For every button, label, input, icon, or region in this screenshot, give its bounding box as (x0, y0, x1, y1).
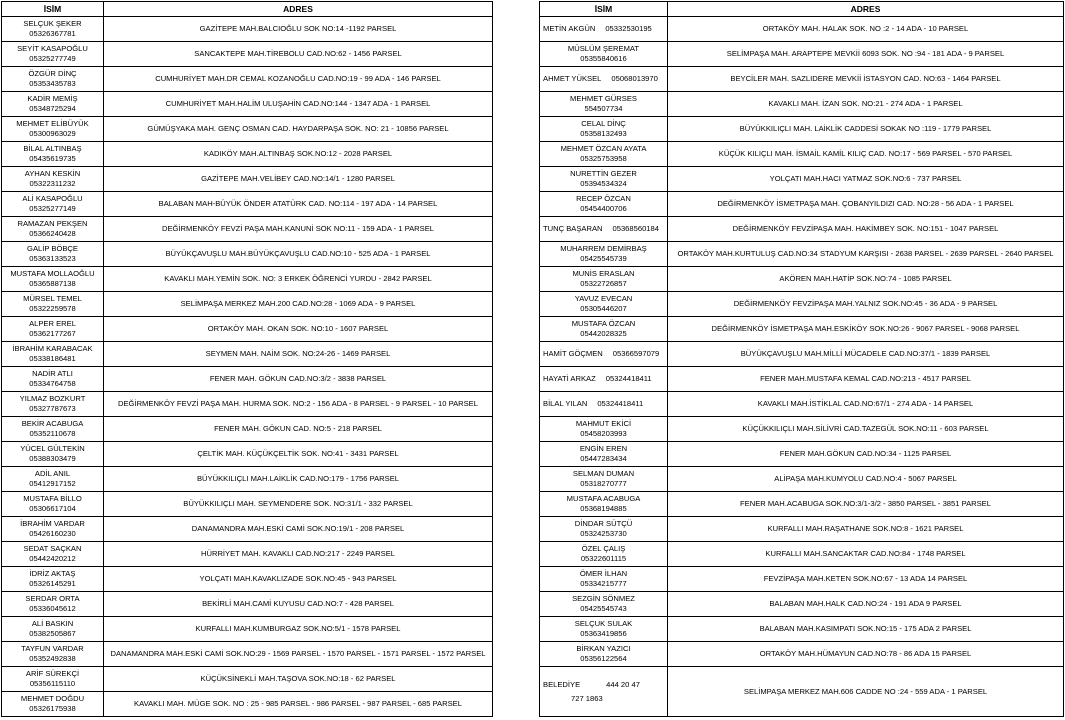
contact-cell (2, 617, 104, 642)
phone-number: 05326367781 (29, 29, 76, 38)
contact-cell (2, 142, 104, 167)
address-cell: FENER MAH.ACABUGA SOK.NO:3/1-3/2 - 3850 PARSEL - 3851 PARSEL (668, 492, 1064, 517)
person-name: SEZGİN SÖNMEZ (572, 594, 635, 603)
address-cell: SANCAKTEPE MAH.TİREBOLU CAD.NO:62 - 1456 PARSEL (104, 42, 493, 67)
person-name: İBRAHİM VARDAR (20, 519, 85, 528)
contact-cell (540, 592, 668, 617)
table-row (540, 317, 1064, 342)
phone-number: 05382505867 (29, 629, 76, 638)
table-row (540, 442, 1064, 467)
name-column-header: İSİM (2, 2, 104, 17)
contact-cell (540, 392, 668, 417)
phone-number: 05334215777 (580, 579, 627, 588)
address-cell: FENER MAH.MUSTAFA KEMAL CAD.NO:213 - 4517 PARSEL (668, 367, 1064, 392)
address-cell: DANAMANDRA MAH.ESKİ CAMİ SOK.NO:19/1 - 208 PARSEL (104, 517, 493, 542)
address-cell: DEĞİRMENKÖY İSMETPAŞA MAH.ESKİKÖY SOK.NO:26 - 9067 PARSEL - 9068 PARSEL (668, 317, 1064, 342)
person-name: MAHMUT EKİCİ (575, 419, 632, 428)
phone-number: 05322601115 (580, 554, 627, 563)
address-cell: KAVAKLI MAH. İZAN SOK. NO:21 - 274 ADA - 1 PARSEL (668, 92, 1064, 117)
contact-cell (2, 392, 104, 417)
contact-cell (2, 192, 104, 217)
table-row (540, 42, 1064, 67)
phone-number: 05353435783 (29, 79, 76, 88)
table-row (2, 542, 493, 567)
phone-number: 05447283434 (580, 454, 627, 463)
person-name: YÜCEL GÜLTEKİN (20, 444, 85, 453)
address-cell: KURFALLI MAH.RAŞATHANE SOK.NO:8 - 1621 PARSEL (668, 517, 1064, 542)
phone-number: 554507734 (584, 104, 623, 113)
belediye-line (543, 680, 665, 690)
phone-number: 05356115110 (29, 679, 76, 688)
person-name: MEHMET ELİBÜYÜK (16, 119, 89, 128)
phone-number: 05458203993 (580, 429, 627, 438)
address-cell: FENER MAH. GÖKUN CAD.NO:3/2 - 3838 PARSEL (104, 367, 493, 392)
phone-number: 05363419856 (580, 629, 627, 638)
phone-number: 05338186481 (29, 354, 76, 363)
person-name: ENGİN EREN (579, 444, 628, 453)
table-row (2, 317, 493, 342)
address-cell: ORTAKÖY MAH. HALAK SOK. NO :2 - 14 ADA - 10 PARSEL (668, 17, 1064, 42)
contact-cell (540, 442, 668, 467)
address-cell: KADIKÖY MAH.ALTINBAŞ SOK.NO:12 - 2028 PARSEL (104, 142, 493, 167)
person-name: BİLAL ALTINBAŞ (23, 144, 82, 153)
person-name: ADİL ANIL (34, 469, 71, 478)
table-row (2, 42, 493, 67)
address-cell: KÜÇÜK KILIÇLI MAH. İSMAİL KAMİL KILIÇ CAD. NO:17 - 569 PARSEL - 570 PARSEL (668, 142, 1064, 167)
table-row (2, 567, 493, 592)
table-row (2, 167, 493, 192)
address-cell: KURFALLI MAH.KUMBURGAZ SOK.NO:5/1 - 1578 PARSEL (104, 617, 493, 642)
phone-number: 05322259578 (29, 304, 76, 313)
person-name: TAYFUN VARDAR (21, 644, 84, 653)
address-cell: BEKİRLİ MAH.CAMİ KUYUSU CAD.NO:7 - 428 PARSEL (104, 592, 493, 617)
person-name: METİN AKGÜN (543, 24, 596, 33)
phone-number: 05336045612 (29, 604, 76, 613)
table-row (2, 292, 493, 317)
person-name: SELMAN DUMAN (572, 469, 635, 478)
contact-cell (2, 17, 104, 42)
contact-cell (540, 642, 668, 667)
table-row (2, 492, 493, 517)
contact-cell (2, 342, 104, 367)
phone-number: 05318270777 (580, 479, 627, 488)
person-name: MEHMET GÜRSES (570, 94, 637, 103)
address-cell: FEVZİPAŞA MAH.KETEN SOK.NO:67 - 13 ADA 14 PARSEL (668, 567, 1064, 592)
phone-number: 05454400706 (580, 204, 627, 213)
table-header-row (2, 2, 493, 17)
contact-cell (2, 242, 104, 267)
table-row (2, 192, 493, 217)
address-cell: GAZİTEPE MAH.BALCIOĞLU SOK NO:14 -1192 PARSEL (104, 17, 493, 42)
name-column-header: İSİM (540, 2, 668, 17)
contact-cell (540, 667, 668, 717)
contact-cell (540, 467, 668, 492)
table-row (540, 567, 1064, 592)
address-cell: BÜYÜKKILIÇLI MAH. SEYMENDERE SOK. NO:31/1 - 332 PARSEL (104, 492, 493, 517)
phone-number: 05300963029 (29, 129, 76, 138)
table-row (2, 392, 493, 417)
table-row (540, 392, 1064, 417)
person-name: MUNİS ERASLAN (572, 269, 635, 278)
table-row (540, 592, 1064, 617)
person-name: MEHMET ÖZCAN AYATA (560, 144, 647, 153)
table-row (2, 342, 493, 367)
table-row (540, 342, 1064, 367)
phone-number: 05366240428 (29, 229, 76, 238)
phone-number: 05305446207 (580, 304, 627, 313)
address-cell: SELİMPAŞA MERKEZ MAH.200 CAD.NO:28 - 1069 ADA - 9 PARSEL (104, 292, 493, 317)
address-cell: KAVAKLI MAH. MÜGE SOK. NO : 25 - 985 PARSEL - 986 PARSEL - 987 PARSEL - 685 PARSEL (104, 692, 493, 717)
phone-number: 05332530195 (605, 24, 652, 33)
contact-cell (540, 292, 668, 317)
address-column-header: ADRES (104, 2, 493, 17)
phone-number: 05352110678 (29, 429, 76, 438)
phone-number: 05306617104 (29, 504, 76, 513)
person-name: HAMİT GÖÇMEN (543, 349, 603, 358)
person-name: MUHARREM DEMİRBAŞ (560, 244, 647, 253)
contact-cell (2, 67, 104, 92)
contact-cell (540, 217, 668, 242)
table-row (2, 17, 493, 42)
table-row (2, 617, 493, 642)
table-row (2, 517, 493, 542)
table-row (2, 217, 493, 242)
address-cell: AKÖREN MAH.HATİP SOK.NO:74 - 1085 PARSEL (668, 267, 1064, 292)
contact-cell (2, 692, 104, 717)
person-name: BİRKAN YAZICI (576, 644, 631, 653)
table-row (2, 642, 493, 667)
address-cell: ORTAKÖY MAH.KURTULUŞ CAD.NO:34 STADYUM KARŞISI - 2638 PARSEL - 2639 PARSEL - 2640 PARSEL (668, 242, 1064, 267)
address-cell: DEĞİRMENKÖY FEVZİPAŞA MAH.YALNIZ SOK.NO:45 - 36 ADA - 9 PARSEL (668, 292, 1064, 317)
contact-cell (540, 242, 668, 267)
address-cell: KAVAKLI MAH.YEMİN SOK. NO: 3 ERKEK ÖĞRENCİ YURDU - 2842 PARSEL (104, 267, 493, 292)
contact-cell (2, 317, 104, 342)
phone-number: 05368194885 (580, 504, 627, 513)
contact-cell (540, 492, 668, 517)
phone-number: 444 20 47 (606, 679, 640, 689)
person-name: ÖZGÜR DİNÇ (28, 69, 77, 78)
phone-number: 05327787673 (29, 404, 76, 413)
person-name: BEKİR ACABUGA (21, 419, 84, 428)
address-cell: KÜÇÜKSİNEKLİ MAH.TAŞOVA SOK.NO:18 - 62 PARSEL (104, 667, 493, 692)
person-name: MEHMET DOĞDU (20, 694, 85, 703)
phone-number: 05366597079 (612, 349, 660, 358)
table-row (540, 167, 1064, 192)
contact-cell (2, 42, 104, 67)
address-cell: SEYMEN MAH. NAİM SOK. NO:24-26 - 1469 PARSEL (104, 342, 493, 367)
person-name: ALİ BASKIN (31, 619, 74, 628)
person-name: TUNÇ BAŞARAN (543, 224, 603, 233)
contact-cell (2, 117, 104, 142)
person-name: ALİ KASAPOĞLU (22, 194, 83, 203)
phone-number: 05358132493 (580, 129, 627, 138)
table-row (540, 517, 1064, 542)
address-cell: ORTAKÖY MAH.HÜMAYUN CAD.NO:78 - 86 ADA 15 PARSEL (668, 642, 1064, 667)
contact-cell (2, 667, 104, 692)
person-name: BELEDİYE (543, 679, 581, 689)
table-row (540, 367, 1064, 392)
left-table-body (2, 17, 493, 717)
person-name: SERDAR ORTA (25, 594, 80, 603)
table-row (540, 142, 1064, 167)
table-row (540, 117, 1064, 142)
contact-cell (2, 642, 104, 667)
left-address-table (1, 1, 493, 717)
contact-cell (2, 367, 104, 392)
table-row (540, 642, 1064, 667)
contact-cell (540, 167, 668, 192)
phone-number: 05068013970 (611, 74, 658, 83)
contact-cell (2, 167, 104, 192)
phone-number: 05325277149 (29, 204, 76, 213)
address-cell: DANAMANDRA MAH.ESKİ CAMİ SOK.NO:29 - 1569 PARSEL - 1570 PARSEL - 1571 PARSEL - 1572 PARSEL (104, 642, 493, 667)
table-row (2, 417, 493, 442)
phone-number: 05322311232 (29, 179, 76, 188)
address-cell: BEYCİLER MAH. SAZLIDERE MEVKİİ İSTASYON CAD. NO:63 - 1464 PARSEL (668, 67, 1064, 92)
contact-cell (540, 617, 668, 642)
table-row (2, 592, 493, 617)
address-cell: FENER MAH.GÖKUN CAD.NO:34 - 1125 PARSEL (668, 442, 1064, 467)
contact-cell (540, 517, 668, 542)
contact-cell (2, 442, 104, 467)
person-name: AHMET YÜKSEL (543, 74, 602, 83)
table-row (540, 417, 1064, 442)
address-cell: GAZİTEPE MAH.VELİBEY CAD.NO:14/1 - 1280 PARSEL (104, 167, 493, 192)
table-row (540, 92, 1064, 117)
table-row (540, 217, 1064, 242)
address-cell: BÜYÜKKILIÇLI MAH. LAİKLİK CADDESİ SOKAK NO :119 - 1779 PARSEL (668, 117, 1064, 142)
phone-number-secondary: 727 1863 (571, 693, 603, 703)
address-cell: DEĞİRMENKÖY İSMETPAŞA MAH. ÇOBANYILDIZI CAD. NO:28 - 56 ADA - 1 PARSEL (668, 192, 1064, 217)
phone-number: 05363133523 (29, 254, 76, 263)
address-cell: SELİMPAŞA MERKEZ MAH.606 CADDE NO :24 - 559 ADA - 1 PARSEL (668, 667, 1064, 717)
person-name: İBRAHİM KARABACAK (12, 344, 93, 353)
table-row (2, 442, 493, 467)
address-cell: CUMHURİYET MAH.DR CEMAL KOZANOĞLU CAD.NO:19 - 99 ADA - 146 PARSEL (104, 67, 493, 92)
table-header-row (540, 2, 1064, 17)
phone-number: 05355840616 (580, 54, 627, 63)
address-cell: ALİPAŞA MAH.KUMYOLU CAD.NO:4 - 5067 PARSEL (668, 467, 1064, 492)
person-name: CELAL DİNÇ (581, 119, 626, 128)
phone-number: 05368560184 (612, 224, 659, 233)
phone-number: 05425545739 (580, 254, 627, 263)
contact-cell (540, 567, 668, 592)
person-name: GALİP BÖBÇE (27, 244, 78, 253)
contact-cell (2, 92, 104, 117)
person-name: AYHAN KESKİN (24, 169, 81, 178)
table-row (540, 467, 1064, 492)
phone-number: 05324418411 (605, 374, 652, 383)
phone-number: 05442028325 (580, 329, 627, 338)
table-row (540, 267, 1064, 292)
address-cell: BALABAN MAH.KASIMPATI SOK.NO:15 - 175 ADA 2 PARSEL (668, 617, 1064, 642)
address-cell: CUMHURİYET MAH.HALİM ULUŞAHİN CAD.NO:144 - 1347 ADA - 1 PARSEL (104, 92, 493, 117)
table-row (540, 17, 1064, 42)
contact-cell (2, 517, 104, 542)
table-row (2, 367, 493, 392)
phone-number: 05326145291 (29, 579, 76, 588)
person-name: SELÇUK SULAK (574, 619, 633, 628)
address-cell: ORTAKÖY MAH. OKAN SOK. NO:10 - 1607 PARSEL (104, 317, 493, 342)
person-name: MUSTAFA ACABUGA (566, 494, 641, 503)
address-cell: KURFALLI MAH.SANCAKTAR CAD.NO:84 - 1748 PARSEL (668, 542, 1064, 567)
phone-number: 05426160230 (29, 529, 76, 538)
contact-cell (2, 567, 104, 592)
right-address-table (539, 1, 1064, 717)
contact-cell (540, 92, 668, 117)
contact-cell (540, 542, 668, 567)
contact-cell (2, 267, 104, 292)
contact-cell (540, 17, 668, 42)
person-name: ARİF SÜREKÇİ (25, 669, 80, 678)
contact-cell (2, 217, 104, 242)
address-cell: BALABAN MAH.HALK CAD.NO:24 - 191 ADA 9 PARSEL (668, 592, 1064, 617)
contact-cell (540, 317, 668, 342)
phone-number: 05365887138 (29, 279, 76, 288)
contact-cell (540, 117, 668, 142)
contact-cell (540, 192, 668, 217)
person-name: RAMAZAN PEKŞEN (17, 219, 88, 228)
table-row (2, 667, 493, 692)
contact-cell (540, 367, 668, 392)
table-row (540, 292, 1064, 317)
person-name: SEYİT KASAPOĞLU (17, 44, 88, 53)
person-name: RECEP ÖZCAN (576, 194, 631, 203)
phone-number: 05425545743 (580, 604, 627, 613)
address-cell: DEĞİRMENKÖY FEVZİ PAŞA MAH.KANUNİ SOK NO:11 - 159 ADA - 1 PARSEL (104, 217, 493, 242)
contact-cell (540, 342, 668, 367)
phone-number: 05356122564 (580, 654, 627, 663)
table-row (2, 117, 493, 142)
table-row (2, 142, 493, 167)
person-name: SEDAT SAÇKAN (23, 544, 82, 553)
phone-number: 05435619735 (29, 154, 76, 163)
contact-cell (2, 492, 104, 517)
person-name: DİNDAR SÜTÇÜ (574, 519, 633, 528)
phone-number: 05324418411 (597, 399, 644, 408)
person-name: MÜRSEL TEMEL (23, 294, 82, 303)
phone-number: 05442420212 (29, 554, 76, 563)
right-table-body (540, 17, 1064, 717)
table-row (540, 617, 1064, 642)
person-name: İDRİZ AKTAŞ (29, 569, 76, 578)
address-cell: DEĞİRMENKÖY FEVZİ PAŞA MAH. HURMA SOK. NO:2 - 156 ADA - 8 PARSEL - 9 PARSEL - 10 PARSEL (104, 392, 493, 417)
person-name: KADİR MEMİŞ (27, 94, 78, 103)
table-row (540, 667, 1064, 717)
address-cell: HÜRRİYET MAH. KAVAKLI CAD.NO:217 - 2249 PARSEL (104, 542, 493, 567)
person-name: MUSTAFA BİLLO (23, 494, 82, 503)
address-cell: KÜÇÜKKILIÇLI MAH.SİLİVRİ CAD.TAZEGÜL SOK.NO:11 - 603 PARSEL (668, 417, 1064, 442)
table-row (2, 267, 493, 292)
contact-cell (2, 467, 104, 492)
person-name: ÖZEL ÇALIŞ (581, 544, 626, 553)
contact-cell (2, 542, 104, 567)
phone-number: 05352492838 (29, 654, 76, 663)
address-cell: FENER MAH. GÖKUN CAD. NO:5 - 218 PARSEL (104, 417, 493, 442)
contact-cell (540, 142, 668, 167)
person-name: ALPER EREL (29, 319, 76, 328)
phone-number: 05334764758 (29, 379, 76, 388)
table-row (540, 242, 1064, 267)
phone-number: 05348725294 (29, 104, 76, 113)
table-row (2, 692, 493, 717)
contact-cell (2, 292, 104, 317)
table-row (540, 542, 1064, 567)
address-cell: BÜYÜKÇAVUŞLU MAH.BÜYÜKÇAVUŞLU CAD.NO:10 - 525 ADA - 1 PARSEL (104, 242, 493, 267)
phone-number: 05325277749 (29, 54, 76, 63)
address-cell: BALABAN MAH-BÜYÜK ÖNDER ATATÜRK CAD. NO:114 - 197 ADA - 14 PARSEL (104, 192, 493, 217)
address-cell: BÜYÜKÇAVUŞLU MAH.MİLLİ MÜCADELE CAD.NO:37/1 - 1839 PARSEL (668, 342, 1064, 367)
table-row (540, 492, 1064, 517)
address-cell: KAVAKLI MAH.İSTİKLAL CAD.NO:67/1 - 274 ADA - 14 PARSEL (668, 392, 1064, 417)
person-name: MUSTAFA MOLLAOĞLU (10, 269, 95, 278)
table-row (2, 67, 493, 92)
person-name: NURETTİN GEZER (570, 169, 637, 178)
address-cell: YOLÇATI MAH.KAVAKLIZADE SOK.NO:45 - 943 PARSEL (104, 567, 493, 592)
person-name: YAVUZ EVECAN (574, 294, 633, 303)
table-row (540, 67, 1064, 92)
address-cell: YOLÇATI MAH.HACI YATMAZ SOK.NO:6 - 737 PARSEL (668, 167, 1064, 192)
person-name: MUSTAFA ÖZCAN (571, 319, 636, 328)
person-name: SELÇUK ŞEKER (23, 19, 82, 28)
phone-number: 05362177267 (29, 329, 76, 338)
table-row (2, 242, 493, 267)
contact-cell (540, 267, 668, 292)
address-cell: BÜYÜKKILIÇLI MAH.LAİKLİK CAD.NO:179 - 1756 PARSEL (104, 467, 493, 492)
address-column-header: ADRES (668, 2, 1064, 17)
table-row (540, 192, 1064, 217)
contact-cell (2, 592, 104, 617)
phone-number: 05325753958 (580, 154, 627, 163)
address-cell: GÜMÜŞYAKA MAH. GENÇ OSMAN CAD. HAYDARPAŞA SOK. NO: 21 - 10856 PARSEL (104, 117, 493, 142)
person-name: ÖMER İLHAN (579, 569, 628, 578)
phone-number: 05394534324 (580, 179, 627, 188)
address-cell: DEĞİRMENKÖY FEVZİPAŞA MAH. HAKİMBEY SOK. NO:151 - 1047 PARSEL (668, 217, 1064, 242)
table-row (2, 467, 493, 492)
person-name: YILMAZ BOZKURT (19, 394, 86, 403)
person-name: BİLAL YILAN (543, 399, 588, 408)
address-cell: ÇELTİK MAH. KÜÇÜKÇELTİK SOK. NO:41 - 3431 PARSEL (104, 442, 493, 467)
person-name: NADİR ATLI (32, 369, 73, 378)
address-cell: SELİMPAŞA MAH. ARAPTEPE MEVKİİ 6093 SOK. NO :94 - 181 ADA - 9 PARSEL (668, 42, 1064, 67)
contact-cell (2, 417, 104, 442)
contact-cell (540, 67, 668, 92)
table-row (2, 92, 493, 117)
phone-number: 05322726857 (580, 279, 627, 288)
contact-cell (540, 417, 668, 442)
phone-number: 05412917152 (29, 479, 76, 488)
contact-cell (540, 42, 668, 67)
phone-number: 05326175938 (29, 704, 76, 713)
phone-number: 05388303479 (29, 454, 76, 463)
phone-number: 05324253730 (580, 529, 627, 538)
person-name: HAYATİ ARKAZ (543, 374, 596, 383)
person-name: MÜSLÜM ŞEREMAT (567, 44, 640, 53)
